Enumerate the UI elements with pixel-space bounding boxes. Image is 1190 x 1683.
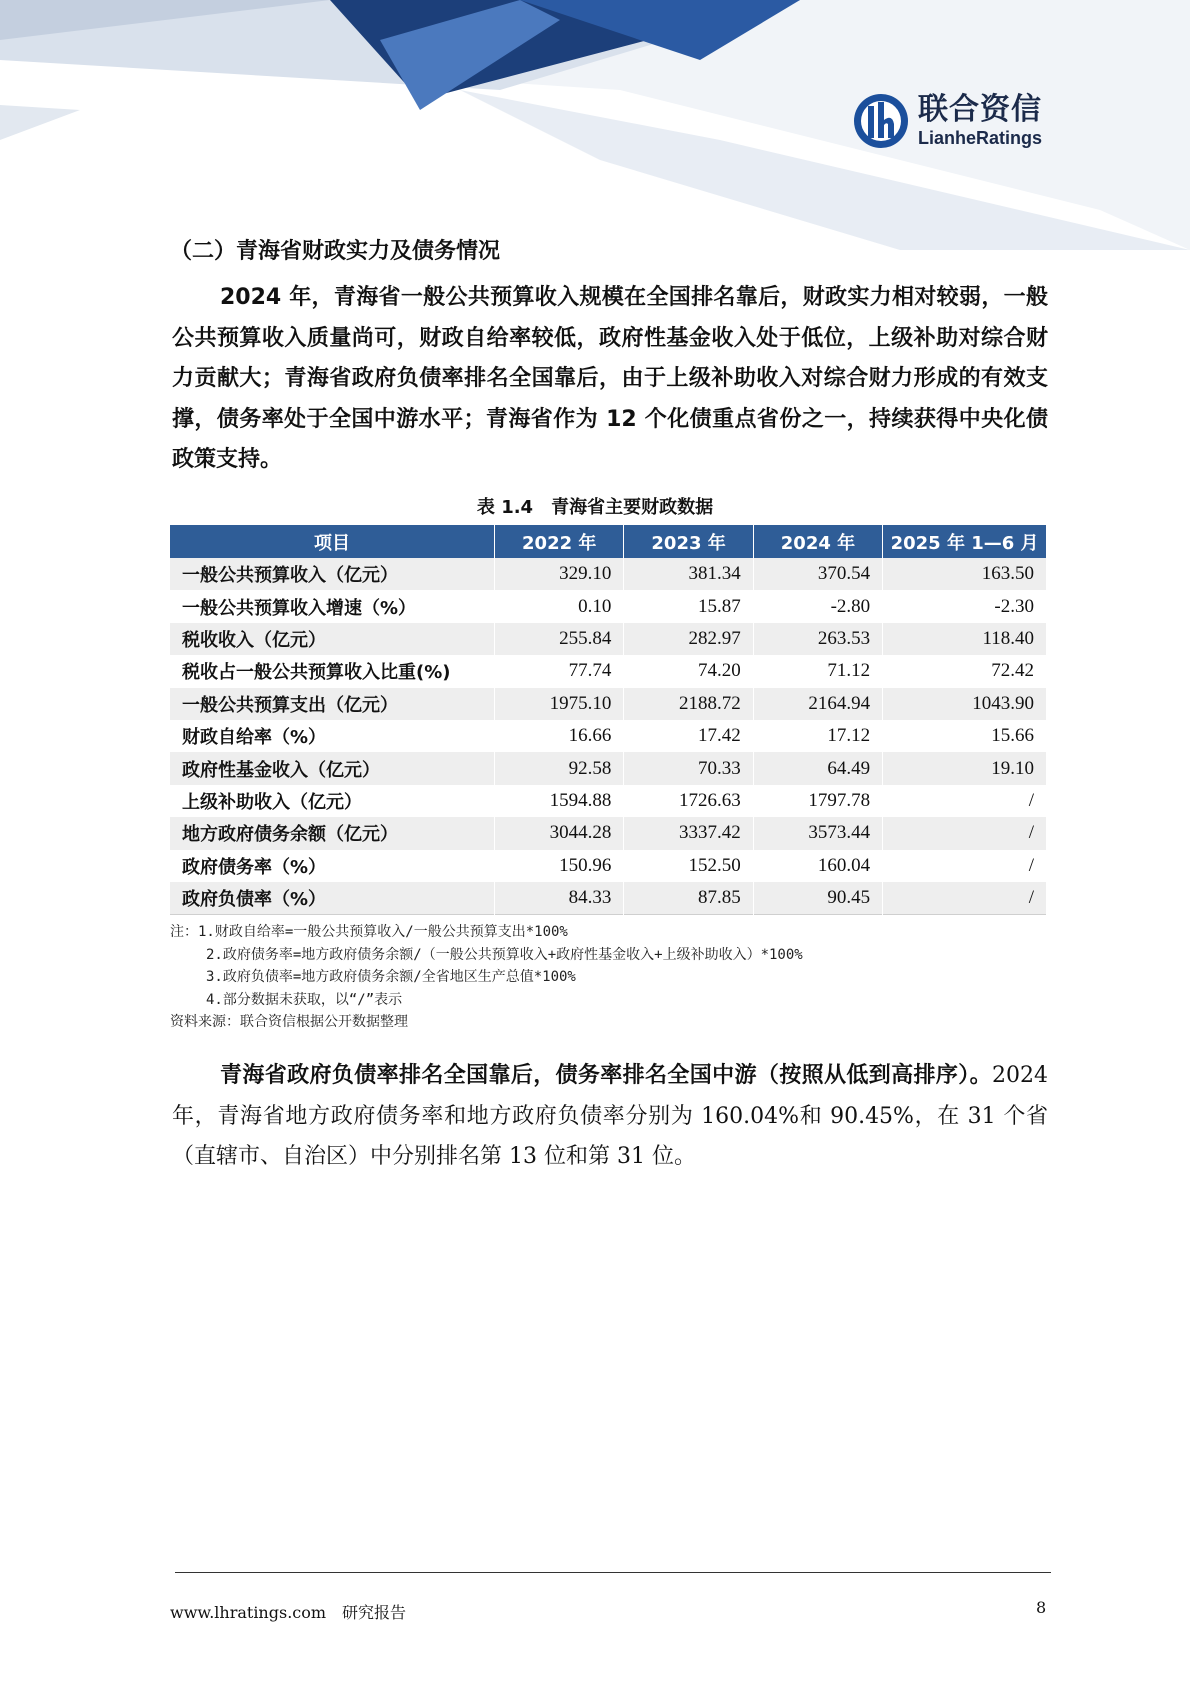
- cell-2025h1: -2.30: [994, 595, 1034, 617]
- header-2022: 2022 年: [495, 525, 624, 558]
- row-label: 税收占一般公共预算收入比重(%): [170, 655, 495, 687]
- row-label: 上级补助收入（亿元）: [170, 785, 495, 817]
- note-2: 2.政府债务率=地方政府债务余额/（一般公共预算收入+政府性基金收入+上级补助收入）*100%: [206, 946, 803, 963]
- cell-2022: 1594.88: [495, 785, 624, 817]
- cell-2023: 282.97: [624, 623, 753, 655]
- header-2025h1: 2025 年 1—6 月: [883, 525, 1046, 558]
- section-title: （二）青海省财政实力及债务情况: [170, 239, 501, 264]
- table-row: [170, 882, 1046, 915]
- debt-paragraph-body: 2024 年，青海省地方政府债务率和地方政府负债率分别为 160.04%和 90.45%，在 31 个省（直辖市、自治区）中分别排名第 13 位和第 31 位。: [172, 1063, 1048, 1169]
- cell-2022: 329.10: [495, 558, 624, 590]
- cell-2023: 87.85: [624, 882, 753, 915]
- cell-2025h1: 72.42: [991, 660, 1034, 682]
- cell-2022: 92.58: [495, 752, 624, 784]
- note-3: 3.政府负债率=地方政府债务余额/全省地区生产总值*100%: [206, 969, 576, 985]
- cell-2024: 263.53: [753, 623, 882, 655]
- cell-2024: 90.45: [753, 882, 882, 915]
- data-source: 资料来源：联合资信根据公开数据整理: [170, 1014, 408, 1030]
- cell-2023: 1726.63: [624, 785, 753, 817]
- table-row: [170, 623, 1046, 655]
- cell-2024: 370.54: [753, 558, 882, 590]
- cell-2022: 16.66: [495, 720, 624, 752]
- table-row: [170, 785, 1046, 817]
- cell-2023: 15.87: [624, 590, 753, 622]
- cell-2025h1: /: [883, 882, 1046, 915]
- table-row: [170, 720, 1046, 752]
- cell-2025h1: 15.66: [991, 725, 1034, 747]
- table-title: 青海省主要财政数据: [551, 497, 714, 518]
- cell-2025h1: 163.50: [883, 558, 1046, 590]
- cell-2025h1: 118.40: [883, 623, 1046, 655]
- table-number: 表 1.4: [476, 497, 534, 518]
- cell-2024: 3573.44: [753, 817, 882, 849]
- cell-2022: 1975.10: [495, 688, 624, 720]
- table-row: [170, 590, 1046, 622]
- cell-2024: 1797.78: [753, 785, 882, 817]
- debt-paragraph-lead: 青海省政府负债率排名全国靠后，债务率排名全国中游（按照从低到高排序）。: [220, 1063, 992, 1088]
- note-1: 注：1.财政自给率=一般公共预算收入/一般公共预算支出*100%: [170, 924, 568, 940]
- row-label: 一般公共预算收入（亿元）: [170, 558, 495, 590]
- cell-2022: 150.96: [495, 850, 624, 882]
- note-4: 4.部分数据未获取，以“/”表示: [206, 991, 403, 1008]
- footer-url[interactable]: www.lhratings.com: [170, 1603, 327, 1622]
- cell-2022: 255.84: [495, 623, 624, 655]
- header-2024: 2024 年: [753, 525, 882, 558]
- cell-2022: 3044.28: [495, 817, 624, 849]
- row-label: 一般公共预算支出（亿元）: [170, 688, 495, 720]
- brand-name-cn: 联合资信: [918, 92, 1042, 127]
- table-notes: [170, 921, 803, 1034]
- row-label: 政府性基金收入（亿元）: [170, 752, 495, 784]
- page-number: 8: [1036, 1598, 1047, 1617]
- cell-2024: -2.80: [753, 590, 882, 622]
- header-item: 项目: [170, 525, 495, 558]
- cell-2024: 71.12: [753, 655, 882, 687]
- table-row: [170, 688, 1046, 720]
- cell-2023: 3337.42: [624, 817, 753, 849]
- cell-2024: 64.49: [753, 752, 882, 784]
- brand-logo: [852, 92, 1042, 150]
- row-label: 一般公共预算收入增速（%）: [170, 590, 495, 622]
- table-header-row: [170, 525, 1046, 558]
- header-2023: 2023 年: [624, 525, 753, 558]
- footer-label: 研究报告: [342, 1603, 407, 1622]
- cell-2022: 77.74: [495, 655, 624, 687]
- table-row: [170, 752, 1046, 784]
- footer-left: [170, 1600, 406, 1623]
- lianhe-logo-icon: [852, 92, 910, 150]
- row-label: 税收收入（亿元）: [170, 623, 495, 655]
- table-row: [170, 558, 1046, 590]
- cell-2025h1: /: [1028, 854, 1034, 876]
- intro-paragraph: 2024 年，青海省一般公共预算收入规模在全国排名靠后，财政实力相对较弱，一般公共预算收入质量尚可，财政自给率较低，政府性基金收入处于低位，上级补助对综合财力贡献大；青海省政府负债率排名全国靠后，由于上级补助收入对综合财力形成的有效支撑，债务率处于全国中游水平；青海省作为 12 个化债重点省份之一，持续获得中央化债政策支持。: [172, 285, 1048, 472]
- fiscal-data-table: [170, 525, 1046, 915]
- cell-2023: 381.34: [624, 558, 753, 590]
- cell-2023: 70.33: [624, 752, 753, 784]
- cell-2025h1: 19.10: [883, 752, 1046, 784]
- cell-2023: 17.42: [624, 720, 753, 752]
- cell-2025h1: /: [1028, 789, 1034, 811]
- cell-2024: 17.12: [753, 720, 882, 752]
- cell-2023: 74.20: [624, 655, 753, 687]
- footer-divider: [175, 1572, 1051, 1573]
- table-row: [170, 817, 1046, 849]
- cell-2023: 2188.72: [624, 688, 753, 720]
- cell-2025h1: 1043.90: [883, 688, 1046, 720]
- table-caption: [0, 493, 1190, 519]
- row-label: 地方政府债务余额（亿元）: [170, 817, 495, 849]
- table-row: [170, 850, 1046, 882]
- cell-2025h1: /: [883, 817, 1046, 849]
- cell-2022: 84.33: [495, 882, 624, 915]
- row-label: 政府债务率（%）: [170, 850, 495, 882]
- row-label: 政府负债率（%）: [170, 882, 495, 915]
- cell-2023: 152.50: [624, 850, 753, 882]
- row-label: 财政自给率（%）: [170, 720, 495, 752]
- cell-2024: 160.04: [753, 850, 882, 882]
- table-row: [170, 655, 1046, 687]
- cell-2022: 0.10: [495, 590, 624, 622]
- cell-2024: 2164.94: [753, 688, 882, 720]
- brand-name-en: LianheRatings: [918, 128, 1043, 148]
- debt-paragraph: [172, 1056, 1048, 1178]
